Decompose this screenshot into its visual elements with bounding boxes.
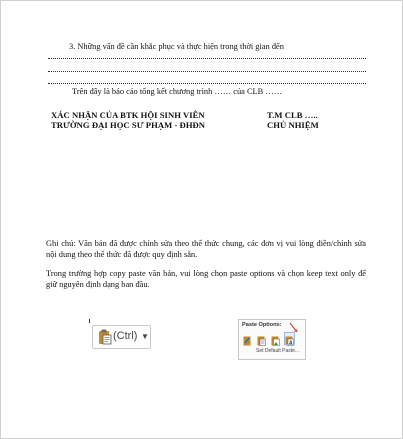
picture-icon[interactable] bbox=[271, 333, 280, 344]
text-cursor bbox=[89, 319, 90, 323]
item-3-heading: 3. Những vấn đề cần khắc phục và thực hiện trong thời gian đến bbox=[69, 42, 284, 51]
paste-options-button[interactable] bbox=[92, 325, 151, 349]
merge-formatting-icon[interactable] bbox=[257, 333, 266, 344]
pointer-arrow-icon bbox=[289, 321, 299, 339]
dotted-line-3 bbox=[48, 75, 366, 84]
dotted-line-1 bbox=[48, 50, 366, 59]
note-paragraph: Ghi chú: Văn bản đã được chỉnh sửa theo thể thức chung, các đơn vị vui lòng điền/chỉnh sửa nội dung theo thể thức đã được quy định sẵn. bbox=[46, 239, 366, 259]
clipboard-icon bbox=[98, 329, 112, 345]
note-paragraph-2: Trong trường hợp copy paste văn bản, vui lòng chọn paste options và chọn keep text only để giữ nguyên định dạng ban đầu. bbox=[46, 269, 366, 289]
paste-ctrl-label: (Ctrl) bbox=[113, 330, 138, 342]
paste-options-title: Paste Options: bbox=[242, 322, 282, 328]
report-line: Trên đây là báo cáo tổng kết chương trình …… của CLB …… bbox=[72, 87, 283, 96]
set-default-paste-link[interactable]: Set Default Paste... bbox=[256, 348, 300, 354]
sign-right-line-2: CHỦ NHIỆM bbox=[267, 120, 319, 130]
paste-options-menu bbox=[238, 319, 306, 360]
keep-source-formatting-icon[interactable] bbox=[243, 333, 252, 344]
dotted-line-2 bbox=[48, 63, 366, 72]
chevron-down-icon: ▼ bbox=[141, 332, 149, 341]
sign-right-line-1: T.M CLB ….. bbox=[267, 110, 318, 120]
svg-text:A: A bbox=[289, 340, 293, 346]
sign-left-line-1: XÁC NHẬN CỦA BTK HỘI SINH VIÊN bbox=[51, 110, 205, 120]
sign-left-line-2: TRƯỜNG ĐẠI HỌC SƯ PHẠM - ĐHĐN bbox=[51, 120, 206, 130]
